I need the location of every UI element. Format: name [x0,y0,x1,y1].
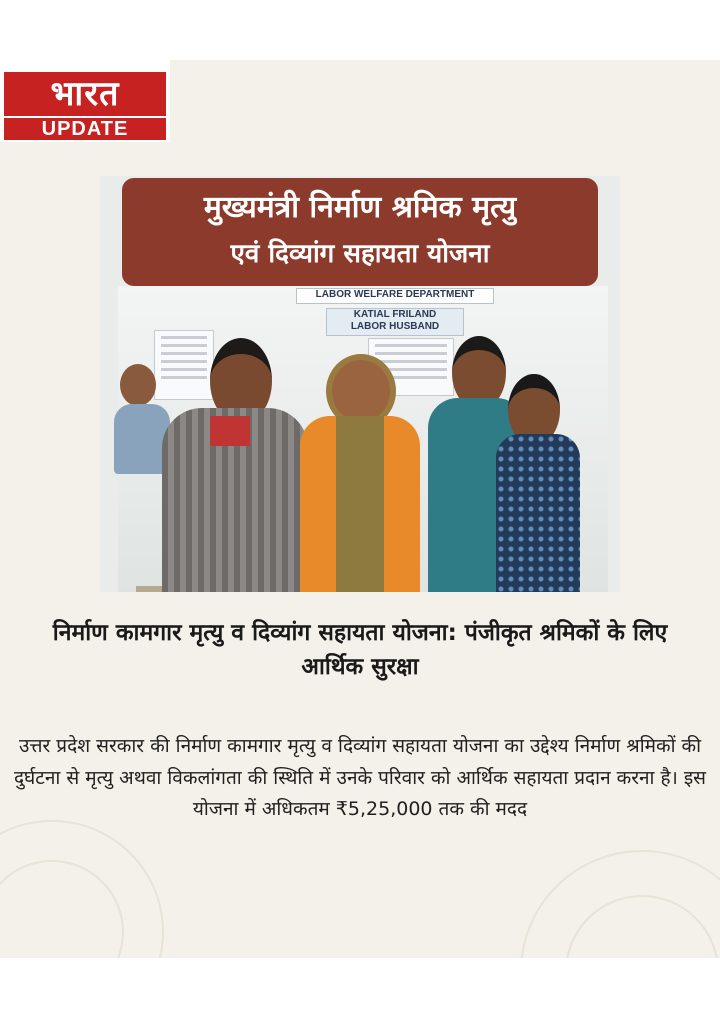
department-sign: LABOR WELFARE DEPARTMENT [296,288,494,304]
scheme-banner [122,178,598,286]
article-image [100,176,620,592]
article-body: उत्तर प्रदेश सरकार की निर्माण कामगार मृत्यु व दिव्यांग सहायता योजना का उद्देश्य निर्माण श्रमिकों की दुर्घटना से मृत्यु अथवा विकलांगता की स्थिति में उनके परिवार को आर्थिक सहायता प्रदान करना है। इस योजना में अधिकतम ₹5,25,000 तक की मदद [13,735,707,820]
logo-subtitle: UPDATE [4,116,166,140]
banner-line1: मुख्यमंत्री निर्माण श्रमिक मृत्यु [203,190,517,225]
article-title: निर्माण कामगार मृत्यु व दिव्यांग सहायता योजना: पंजीकृत श्रमिकों के लिए आर्थिक सुरक्षा [52,620,668,680]
office-sign-line1: KATIAL FRILAND [353,309,437,320]
wall-notice-left [154,330,214,400]
office-sign-line2: LABOR HUSBAND [350,321,440,332]
banner-line2: एवं दिव्यांग सहायता योजना [230,239,490,269]
logo-title: भारत [4,72,166,116]
office-sign [326,308,464,336]
